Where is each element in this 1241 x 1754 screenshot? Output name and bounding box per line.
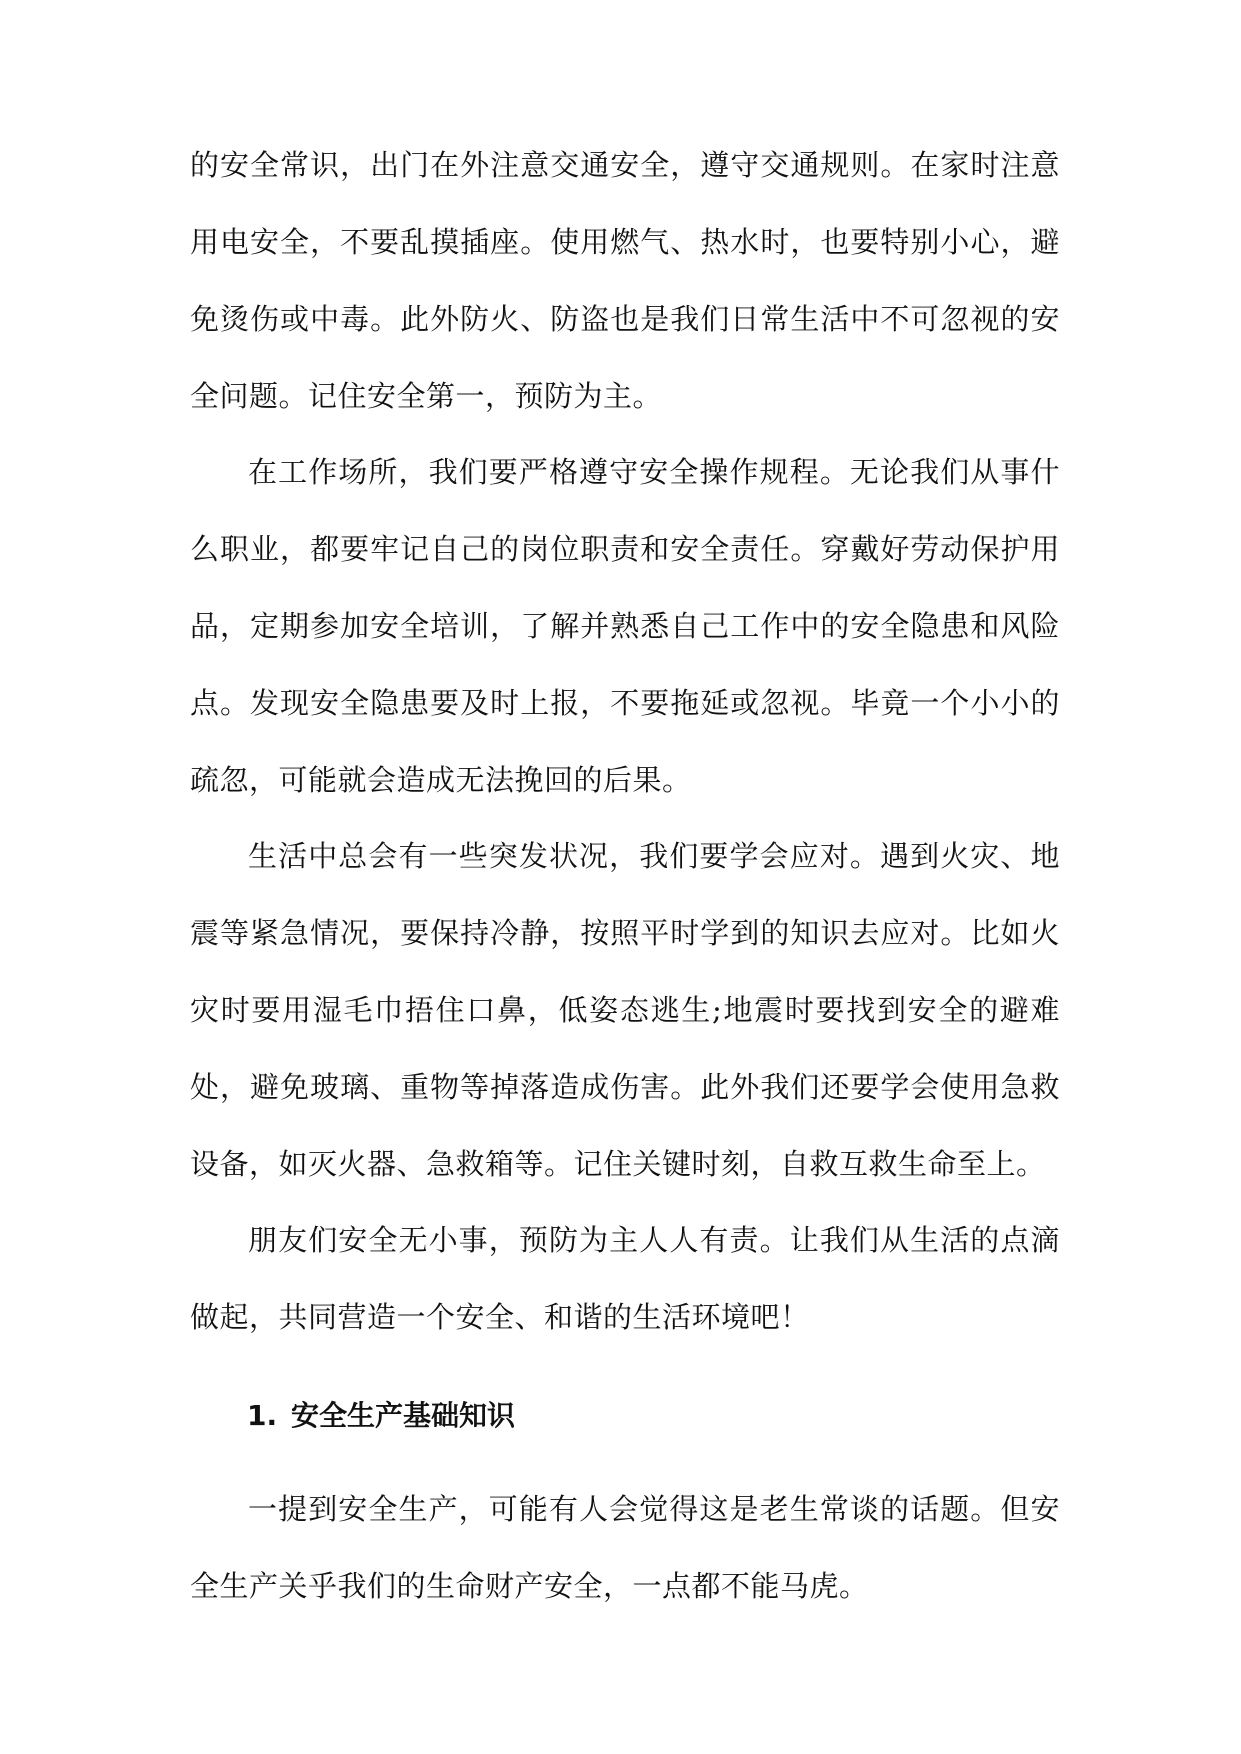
- paragraph-4: 朋友们安全无小事，预防为主人人有责。让我们从生活的点滴做起，共同营造一个安全、和谐的生活环境吧！: [190, 1223, 1060, 1334]
- paragraph-1: 的安全常识，出门在外注意交通安全，遵守交通规则。在家时注意用电安全，不要乱摸插座。使用燃气、热水时，也要特别小心，避免烫伤或中毒。此外防火、防盗也是我们日常生活中不可忽视的安全问题。记住安全第一，预防为主。: [190, 148, 1060, 413]
- section-heading: [247, 1396, 1047, 1436]
- section-number: 1.: [247, 1399, 278, 1432]
- paragraph-5: 一提到安全生产，可能有人会觉得这是老生常谈的话题。但安全生产关乎我们的生命财产安全，一点都不能马虎。: [190, 1492, 1060, 1603]
- paragraph-3: 生活中总会有一些突发状况，我们要学会应对。遇到火灾、地震等紧急情况，要保持冷静，按照平时学到的知识去应对。比如火灾时要用湿毛巾捂住口鼻，低姿态逃生;地震时要找到安全的避难处，避免玻璃、重物等掉落造成伤害。此外我们还要学会使用急救设备，如灭火器、急救箱等。记住关键时刻，自救互救生命至上。: [190, 839, 1060, 1181]
- section-title: 安全生产基础知识: [291, 1399, 516, 1432]
- paragraph-2: 在工作场所，我们要严格遵守安全操作规程。无论我们从事什么职业，都要牢记自己的岗位职责和安全责任。穿戴好劳动保护用品，定期参加安全培训，了解并熟悉自己工作中的安全隐患和风险点。发现安全隐患要及时上报，不要拖延或忽视。毕竟一个小小的疏忽，可能就会造成无法挽回的后果。: [190, 455, 1060, 797]
